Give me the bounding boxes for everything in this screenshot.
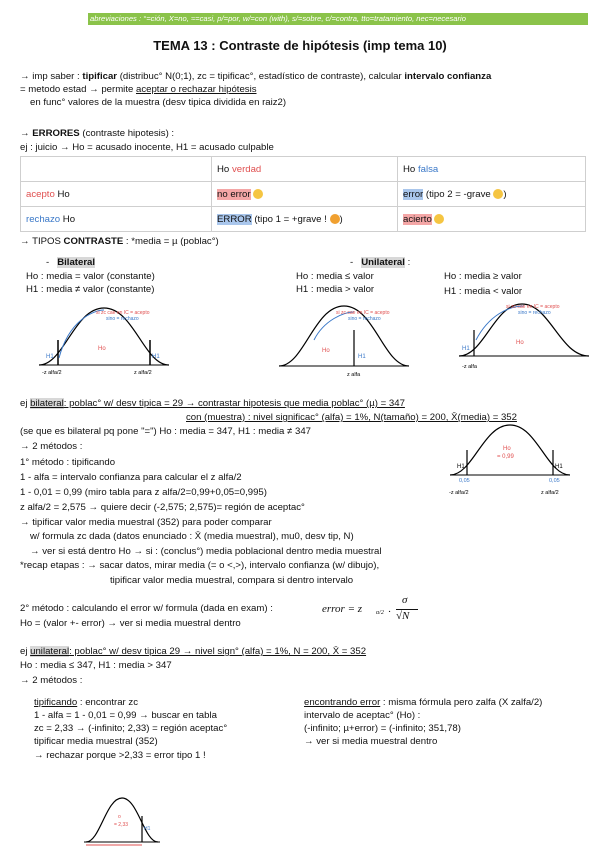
text: α/2 <box>376 610 384 616</box>
table-cell <box>21 157 212 182</box>
ej1-line-9: → tipificar valor media muestral (352) para poder comparar <box>20 517 272 528</box>
text: Bilateral <box>57 257 96 268</box>
text: ) <box>503 188 507 200</box>
table-cell <box>212 207 398 232</box>
text: - <box>350 257 354 268</box>
ej1-line-8: z alfa/2 = 2,575 → quiere decir (-2,575; 2,575)= región de aceptac° <box>20 502 305 513</box>
text: ej <box>20 398 31 409</box>
errors-table <box>20 156 586 232</box>
intro-line-1 <box>20 71 491 83</box>
text: tipificar <box>82 71 118 82</box>
unilateral-left-graph <box>454 300 594 380</box>
text: o <box>118 814 121 820</box>
ej2-line-1 <box>20 646 366 658</box>
note-arrow <box>476 306 524 340</box>
happy-emoji-icon <box>434 214 444 224</box>
text: : *media = µ (poblac°) <box>123 236 219 247</box>
bilateral-h0: Ho : media = valor (constante) <box>26 271 155 282</box>
ej2-left-4: → rechazar porque >2,33 = error tipo 1 ! <box>34 750 206 761</box>
table-cell <box>398 157 586 182</box>
text: rechazo <box>26 213 61 225</box>
text: H1 <box>46 354 54 360</box>
text: H1 <box>152 354 160 360</box>
text: Ho <box>54 188 70 200</box>
ej1-line-11: → ver si está dentro Ho → si : (conclus°) media poblacional dentro media muestral <box>30 546 382 557</box>
text: CONTRASTE <box>63 236 124 247</box>
ej2-left-title <box>34 697 138 709</box>
table-cell <box>21 207 212 232</box>
text: -z alfa/2 <box>42 370 62 376</box>
ej2-right-1: intervalo de aceptac° (Ho) : <box>304 710 421 721</box>
text: 0,05 <box>459 478 470 484</box>
text: = metodo estad → permite <box>20 84 136 95</box>
text: (contraste hipotesis) : <box>79 128 175 139</box>
smile-emoji-icon <box>253 189 263 199</box>
table-cell <box>398 207 586 232</box>
text: H1 <box>555 464 563 470</box>
text: Ho <box>98 346 106 352</box>
text: aceptar o rechazar hipótesis <box>135 84 257 95</box>
unilateral-h1-a: H1 : media > valor <box>296 284 375 295</box>
text: (tipo 1 = +grave ! <box>251 213 327 225</box>
text: Ho <box>516 340 524 346</box>
ej1-curve-graph <box>445 420 575 500</box>
ej2-right-3: → ver si media muestral dentro <box>304 736 438 747</box>
text: Ho <box>217 163 232 175</box>
ej2-line-2: Ho : media ≤ 347, H1 : media > 347 <box>20 660 172 671</box>
text: H1 <box>462 346 470 352</box>
text: verdad <box>231 163 262 175</box>
text: ERRORES <box>32 128 80 139</box>
text: (tipo 2 = -grave <box>423 188 491 200</box>
page-title: TEMA 13 : Contraste de hipótesis (imp tema 10) <box>153 38 447 53</box>
text: error <box>403 188 424 200</box>
table-cell <box>21 182 212 207</box>
errores-heading <box>20 128 174 140</box>
text: H1 <box>457 464 465 470</box>
text: : encontrar zc <box>77 697 138 708</box>
ej1-line-1 <box>20 398 405 410</box>
table-row <box>21 157 586 182</box>
ej1-line-7: 1 - 0,01 = 0,99 (miro tabla para z alfa/2=0,99+0,05=0,995) <box>20 487 267 498</box>
ej1-line-5: 1° método : tipificando <box>20 457 116 468</box>
ej1-line-10: w/ formula zc dada (datos enunciado : X̄ (media muestral), mu0, desv tip, N) <box>30 531 354 542</box>
tipos-heading <box>20 236 219 248</box>
text: : misma fórmula pero zalfa (X zalfa/2) <box>380 697 543 708</box>
table-cell <box>398 182 586 207</box>
worried-emoji-icon <box>493 189 503 199</box>
text: -z alfa/2 <box>449 490 469 496</box>
table-row <box>21 182 586 207</box>
bilateral-label <box>46 257 95 269</box>
text: bilateral <box>30 398 64 409</box>
text: encontrando error <box>304 697 381 708</box>
text: error = z <box>322 603 363 615</box>
text: sino = rechazo <box>348 316 381 322</box>
ej1-line-3: (se que es bilateral pq pone "=") Ho : media = 347, H1 : media ≠ 347 <box>20 426 311 437</box>
text: acierto <box>403 213 432 225</box>
unilateral-right-graph <box>274 300 414 380</box>
text: : poblac° w/ desv tipica 29 → nivel sign° (alfa) = 1%, N = 200, X̄ = 352 <box>69 646 367 657</box>
error-formula <box>322 594 426 628</box>
unilateral-h1-b: H1 : media < valor <box>444 286 523 297</box>
text: sino = rechazo <box>518 310 551 316</box>
text: : poblac° w/ desv tipica = 29 → contrastar hipotesis que media poblac° (µ) = 347 <box>63 398 405 409</box>
ej2-line-3: → 2 métodos : <box>20 675 83 686</box>
unilateral-h0-a: Ho : media ≤ valor <box>296 271 374 282</box>
bilateral-curve-graph <box>34 300 174 380</box>
table-row <box>21 207 586 232</box>
text: Ho <box>60 213 76 225</box>
text: ej <box>20 646 31 657</box>
text: → TIPOS <box>20 236 64 247</box>
text: acepto <box>26 188 55 200</box>
juicio-example: ej : juicio → Ho = acusado inocente, H1 = acusado culpable <box>20 142 274 153</box>
ej1-line-2: con (muestra) : nivel significac° (alfa) = 1%, N(tamaño) = 200, X̄(media) = 352 <box>186 412 517 423</box>
text: no error <box>217 188 251 200</box>
bell-curve <box>86 798 158 842</box>
dizzy-emoji-icon <box>330 214 340 224</box>
text: tipificando <box>34 697 78 708</box>
text: z alfa/2 <box>134 370 152 376</box>
ej2-right-2: (-infinito; µ+error) = (-infinito; 351,78) <box>304 723 461 734</box>
bilateral-h1: H1 : media ≠ valor (constante) <box>26 284 155 295</box>
text: = 2,33 <box>114 822 129 828</box>
unilateral-h0-b: Ho : media ≥ valor <box>444 271 522 282</box>
text: (distribuc° N(0;1), zc = tipificac°, estadístico de contraste), calcular <box>117 71 405 82</box>
text: si zc cae en IC = acepto <box>506 304 560 310</box>
text: -z alfa <box>462 364 477 370</box>
ej1-line-12: *recap etapas : → sacar datos, mirar media (= o <,>), intervalo confianza (w/ dibujo), <box>20 560 380 571</box>
ej2-left-2: zc = 2,33 → (-infinito; 2,33) = región aceptac° <box>34 723 228 734</box>
text: : <box>404 257 411 268</box>
text: ERROR <box>217 213 252 225</box>
text: - <box>46 257 50 268</box>
text: = 0,99 <box>497 454 514 460</box>
ej2-curve-graph <box>82 792 162 848</box>
text: si zc cae en IC = acepto <box>96 310 150 316</box>
text: sino = rechazo <box>106 316 139 322</box>
text: ) <box>339 213 343 225</box>
text: → <box>20 128 33 139</box>
intro-line-2 <box>20 84 257 96</box>
text: intervalo confianza <box>404 71 492 82</box>
ej2-left-1: 1 - alfa = 1 - 0,01 = 0,99 → buscar en tabla <box>34 710 217 721</box>
text: √N <box>396 610 410 622</box>
text: H1 <box>144 826 151 832</box>
text: Unilateral <box>361 257 405 268</box>
ej2-right-title <box>304 697 542 709</box>
text: unilateral <box>30 646 70 657</box>
unilateral-label <box>350 257 410 269</box>
text: Ho <box>403 163 418 175</box>
ej1-line-14: 2° método : calculando el error w/ formula (dada en exam) : <box>20 603 273 614</box>
text: z alfa <box>347 372 361 378</box>
text: Ho <box>503 446 511 452</box>
text: σ <box>402 594 408 606</box>
text: 0,05 <box>549 478 560 484</box>
ej1-line-15: Ho = (valor +- error) → ver si media muestral dentro <box>20 618 241 629</box>
table-cell <box>212 157 398 182</box>
intro-line-3: en func° valores de la muestra (desv tipica dividida en raiz2) <box>30 97 287 108</box>
ej1-line-13: tipificar valor media muestral, compara si dentro intervalo <box>110 575 354 586</box>
ej1-line-4: → 2 métodos : <box>20 441 83 452</box>
text: z alfa/2 <box>541 490 559 496</box>
ej1-line-6: 1 - alfa = intervalo confianza para calcular el z alfa/2 <box>20 472 242 483</box>
text: si zc cae en IC = acepto <box>336 310 390 316</box>
ej2-left-3: tipificar media muestral (352) <box>34 736 158 747</box>
text: → imp saber : <box>20 71 83 82</box>
table-cell <box>212 182 398 207</box>
text: H1 <box>358 354 366 360</box>
text: · <box>388 606 391 618</box>
abbreviations-banner: abreviaciones : °=ción, X=no, ≈=casi, p/=por, w/=con (with), s/=sobre, c/=contra, tto=tratamiento, nec=necesario <box>88 13 588 25</box>
text: Ho <box>322 348 330 354</box>
text: falsa <box>417 163 439 175</box>
